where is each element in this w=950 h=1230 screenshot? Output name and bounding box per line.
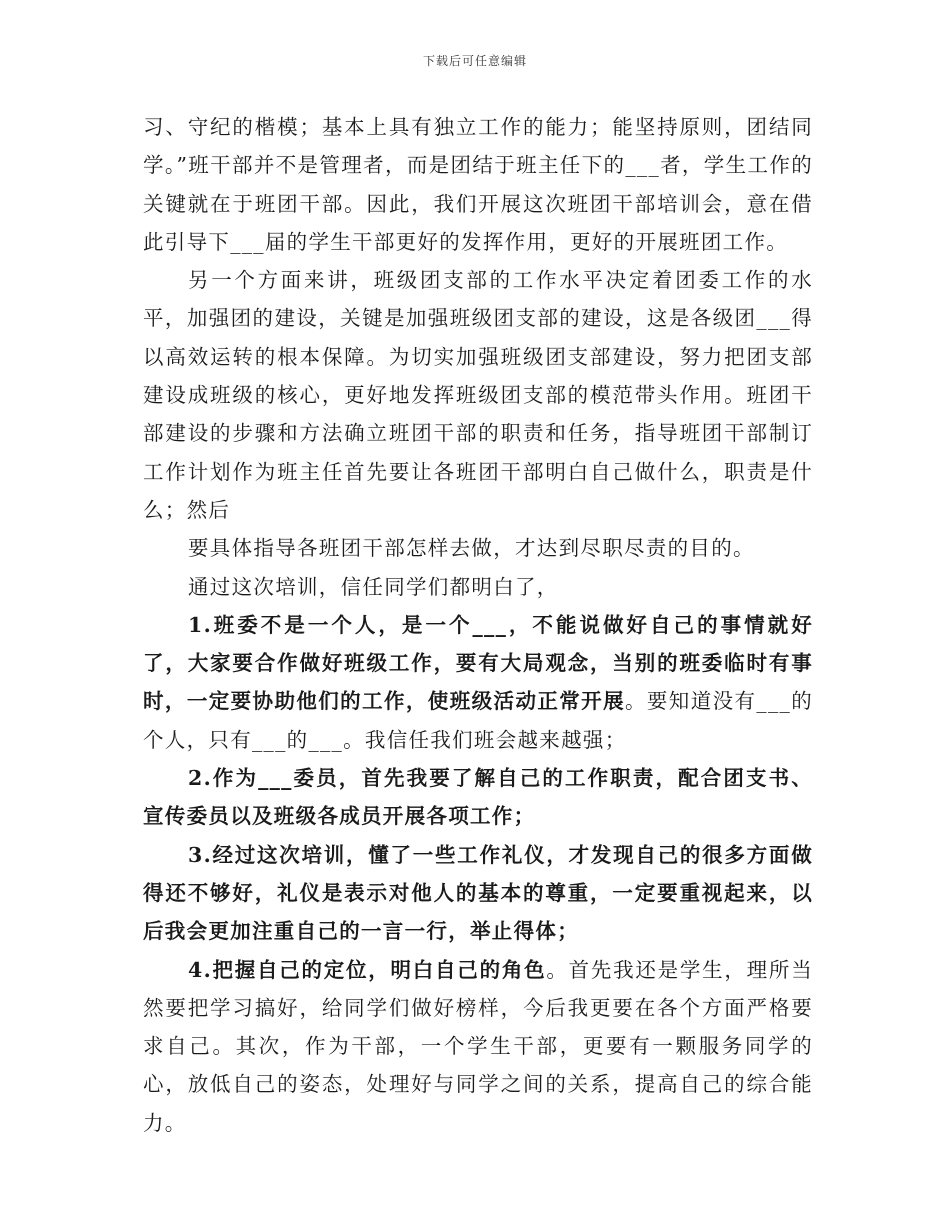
list-item-1 bbox=[143, 606, 813, 759]
page-header: 下载后可任意编辑 bbox=[422, 54, 527, 68]
list-item-4-bold: 4.把握自己的定位，明白自己的角色 bbox=[188, 957, 547, 982]
paragraph-1: 习、守纪的楷模；基本上具有独立工作的能力；能坚持原则，团结同学。”班干部并不是管理者，而是团结于班主任下的___者，学生工作的关键就在于班团干部。因此，我们开展这次班团干部培训会，意在借此引导下___届的学生干部更好的发挥作用，更好的开展班团工作。 bbox=[143, 115, 813, 254]
paragraph-2: 另一个方面来讲，班级团支部的工作水平决定着团委工作的水平，加强团的建设，关键是加强班级团支部的建设，这是各级团___得以高效运转的根本保障。为切实加强班级团支部建设，努力把团支部建设成班级的核心，更好地发挥班级团支部的模范带头作用。班团干部建设的步骤和方法确立班团干部的职责和任务，指导班团干部制订工作计划作为班主任首先要让各班团干部明白自己做什么，职责是什么；然后 bbox=[143, 268, 813, 522]
list-item-1-rest: 。要知道没有___的个人，只有___的___。我信任我们班会越来越强； bbox=[143, 689, 813, 752]
document-body bbox=[143, 108, 813, 1142]
paragraph-3: 要具体指导各班团干部怎样去做，才达到尽职尽责的目的。 bbox=[188, 536, 755, 561]
list-item-1-bold: 1.班委不是一个人，是一个___，不能说做好自己的事情就好了，大家要合作做好班级工作，要有大局观念，当别的班委临时有事时，一定要协助他们的工作，使班级活动正常开展 bbox=[143, 612, 813, 714]
paragraph-4: 通过这次培训，信任同学们都明白了， bbox=[188, 574, 559, 599]
list-item-2: 2.作为___委员，首先我要了解自己的工作职责，配合团支书、宣传委员以及班级各成员开展各项工作； bbox=[143, 766, 813, 829]
list-item-4-rest: 。首先我还是学生，理所当然要把学习搞好，给同学们做好榜样，今后我更要在各个方面严格要求自己。其次，作为干部，一个学生干部，更要有一颗服务同学的心，放低自己的姿态，处理好与同学之间的关系，提高自己的综合能力。 bbox=[143, 957, 813, 1135]
list-item-4 bbox=[143, 951, 813, 1142]
list-item-3: 3.经过这次培训，懂了一些工作礼仪，才发现自己的很多方面做得还不够好，礼仪是表示对他人的基本的尊重，一定要重视起来，以后我会更加注重自己的一言一行，举止得体； bbox=[143, 842, 813, 944]
